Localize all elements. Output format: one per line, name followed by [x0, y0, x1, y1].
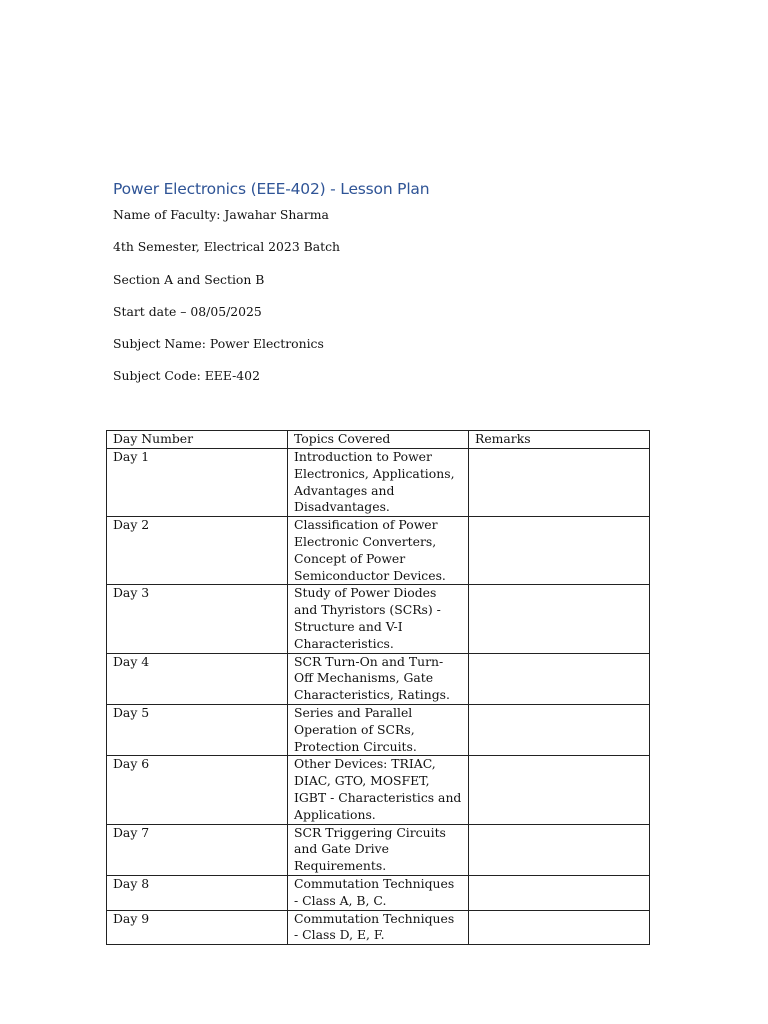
table-row	[107, 756, 650, 824]
topic-cell: Series and Parallel Operation of SCRs, Protection Circuits.	[288, 704, 469, 755]
remarks-cell	[469, 585, 650, 653]
day-cell: Day 4	[107, 653, 288, 704]
course-info-list	[113, 206, 340, 400]
topic-cell: SCR Triggering Circuits and Gate Drive Requirements.	[288, 824, 469, 875]
day-cell: Day 8	[107, 875, 288, 910]
semester-batch: 4th Semester, Electrical 2023 Batch	[113, 239, 341, 255]
faculty-name: Name of Faculty: Jawahar Sharma	[113, 207, 329, 222]
topic-cell: Other Devices: TRIAC, DIAC, GTO, MOSFET, IGBT - Characteristics and Applications.	[288, 756, 469, 824]
topic-cell: Classification of Power Electronic Converters, Concept of Power Semiconductor Devices.	[288, 517, 469, 585]
header-topics-covered: Topics Covered	[288, 431, 469, 449]
remarks-cell	[469, 449, 650, 517]
table-row	[107, 824, 650, 875]
topic-cell: Study of Power Diodes and Thyristors (SCRs) - Structure and V-I Characteristics.	[288, 585, 469, 653]
table-row	[107, 875, 650, 910]
table-row	[107, 585, 650, 653]
topic-cell: SCR Turn-On and Turn-Off Mechanisms, Gate Characteristics, Ratings.	[288, 653, 469, 704]
day-cell: Day 7	[107, 824, 288, 875]
remarks-cell	[469, 653, 650, 704]
topic-cell: Introduction to Power Electronics, Applications, Advantages and Disadvantages.	[288, 449, 469, 517]
subject-code: Subject Code: EEE-402	[113, 368, 260, 384]
table-row	[107, 653, 650, 704]
remarks-cell	[469, 517, 650, 585]
header-remarks: Remarks	[469, 431, 650, 449]
start-date: Start date – 08/05/2025	[113, 303, 262, 319]
day-cell: Day 2	[107, 517, 288, 585]
table-row	[107, 449, 650, 517]
topic-cell: Commutation Techniques - Class A, B, C.	[288, 875, 469, 910]
table-row	[107, 704, 650, 755]
remarks-cell	[469, 875, 650, 910]
lesson-plan-table	[106, 430, 650, 945]
day-cell: Day 1	[107, 449, 288, 517]
remarks-cell	[469, 824, 650, 875]
day-cell: Day 6	[107, 756, 288, 824]
day-cell: Day 3	[107, 585, 288, 653]
header-day-number: Day Number	[107, 431, 288, 449]
table-row	[107, 517, 650, 585]
topic-cell: Commutation Techniques - Class D, E, F.	[288, 910, 469, 945]
day-cell: Day 5	[107, 704, 288, 755]
remarks-cell	[469, 756, 650, 824]
table-header-row	[107, 431, 650, 449]
remarks-cell	[469, 704, 650, 755]
day-cell: Day 9	[107, 910, 288, 945]
remarks-cell	[469, 910, 650, 945]
table-row	[107, 910, 650, 945]
subject-name: Subject Name: Power Electronics	[113, 336, 324, 352]
sections: Section A and Section B	[113, 271, 265, 287]
page-title: Power Electronics (EEE-402) - Lesson Plan	[113, 180, 430, 198]
